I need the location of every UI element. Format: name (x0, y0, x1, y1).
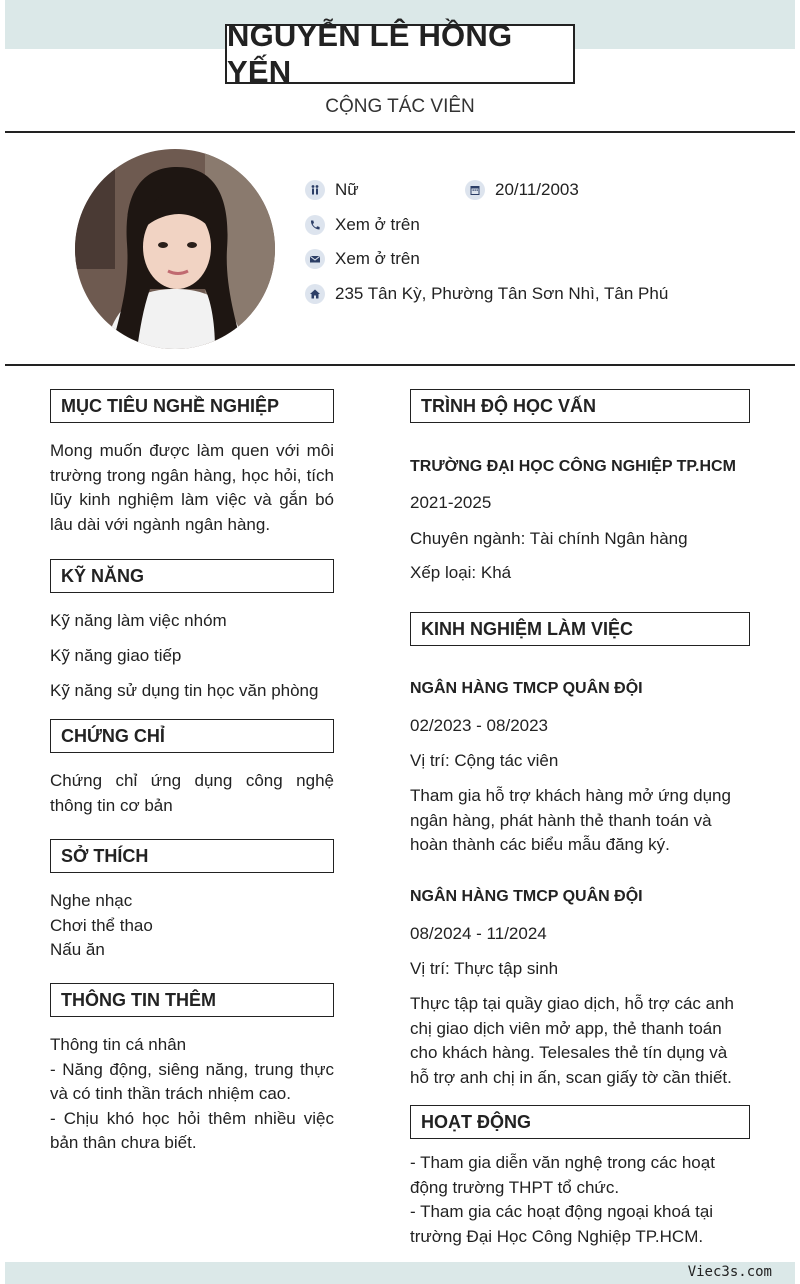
job-company: NGÂN HÀNG TMCP QUÂN ĐỘI (410, 888, 643, 905)
hobby-item: Nấu ăn (50, 940, 105, 959)
email-value: Xem ở trên (335, 249, 420, 268)
activity-line: động trường THPT tổ chức. (410, 1177, 620, 1197)
school-name: TRƯỜNG ĐẠI HỌC CÔNG NGHIỆP TP.HCM (410, 458, 736, 475)
activities-heading: HOẠT ĐỘNG (410, 1105, 750, 1139)
activity-line: - Tham gia các hoạt động ngoại khoá tại (410, 1202, 714, 1221)
objective-line: Mong muốn được làm quen với môi (50, 441, 334, 460)
job-description-line: cho khách hàng. Telesales thẻ tín dụng và (410, 1043, 728, 1062)
job-period: 08/2024 - 11/2024 (410, 924, 547, 943)
activities-text (410, 1151, 780, 1249)
job-description-line: hoàn thành các biểu mẫu đăng ký. (410, 835, 670, 854)
activity-line: trường Đại Học Công Nghiệp TP.HCM. (410, 1226, 704, 1246)
additional-heading: THÔNG TIN THÊM (50, 983, 334, 1017)
birthday-value: 20/11/2003 (495, 180, 579, 199)
skill-item: Kỹ năng làm việc nhóm (50, 611, 227, 630)
job-period: 02/2023 - 08/2023 (410, 716, 549, 735)
job-description (410, 784, 780, 858)
objective-line: lâu dài với ngành ngân hàng. (50, 514, 271, 534)
certificates-heading: CHỨNG CHỈ (50, 719, 334, 753)
experience-heading: KINH NGHIỆM LÀM VIỆC (410, 612, 750, 646)
job-description-line: hỗ trợ anh chị in ấn, scan giấy tờ cần thiết. (410, 1067, 732, 1087)
skills-heading: KỸ NĂNG (50, 559, 334, 593)
certificate-line: thông tin cơ bản (50, 795, 173, 815)
info-divider (5, 364, 795, 366)
hobby-item: Chơi thể thao (50, 915, 153, 935)
education-major: Chuyên ngành: Tài chính Ngân hàng (410, 529, 688, 548)
birthday-row (465, 180, 579, 200)
gender-row (305, 180, 359, 200)
additional-line: - Năng động, siêng năng, trung thực (50, 1059, 334, 1079)
job-description-line: chị giao dịch viên mở app, thẻ thanh toán (410, 1018, 722, 1038)
candidate-name: NGUYỄN LÊ HỒNG YẾN (225, 24, 575, 84)
job-position: CỘNG TÁC VIÊN (325, 96, 475, 117)
footer-band (5, 1262, 795, 1284)
education-heading: TRÌNH ĐỘ HỌC VẤN (410, 389, 750, 423)
objective-heading: MỤC TIÊU NGHỀ NGHIỆP (50, 389, 334, 423)
additional-line: và có tinh thần trách nhiệm cao. (50, 1084, 291, 1103)
header-divider (5, 131, 795, 133)
job-description-line: Tham gia hỗ trợ khách hàng mở ứng dụng (410, 786, 731, 805)
gender-icon (305, 180, 325, 200)
hobbies-heading: SỞ THÍCH (50, 839, 334, 873)
activity-line: - Tham gia diễn văn nghệ trong các hoạt (410, 1153, 715, 1172)
phone-value: Xem ở trên (335, 215, 420, 234)
objective-text (50, 439, 334, 537)
hobby-item: Nghe nhạc (50, 891, 133, 910)
hobbies-list (50, 889, 334, 963)
profile-photo (75, 149, 275, 349)
calendar-icon (465, 180, 485, 200)
job-description (410, 992, 790, 1090)
phone-icon (305, 215, 325, 235)
skill-item: Kỹ năng sử dụng tin học văn phòng (50, 681, 319, 700)
address-value: 235 Tân Kỳ, Phường Tân Sơn Nhì, Tân Phú (335, 284, 669, 303)
education-period: 2021-2025 (410, 493, 492, 512)
home-icon (305, 284, 325, 304)
job-company: NGÂN HÀNG TMCP QUÂN ĐỘI (410, 680, 643, 697)
additional-line: - Chịu khó học hỏi thêm nhiều việc (50, 1108, 334, 1128)
address-row (305, 284, 668, 304)
objective-line: lũy kinh nghiệm làm việc và gắn bó (50, 490, 334, 509)
additional-text (50, 1033, 334, 1156)
objective-line: trường trong ngân hàng, học hỏi, tích (50, 465, 334, 485)
watermark: Viec3s.com (687, 1264, 772, 1280)
certificates-text (50, 769, 334, 818)
job-description-line: Thực tập tại quầy giao dịch, hỗ trợ các anh (410, 994, 734, 1013)
job-description-line: ngân hàng, phát hành thẻ thanh toán và (410, 810, 712, 830)
certificate-line: Chứng chỉ ứng dụng công nghệ (50, 771, 334, 790)
job-role: Vị trí: Cộng tác viên (410, 751, 559, 770)
gender-value: Nữ (335, 180, 359, 199)
skill-item: Kỹ năng giao tiếp (50, 646, 182, 665)
email-row (305, 249, 420, 269)
job-role: Vị trí: Thực tập sinh (410, 959, 559, 978)
phone-row (305, 215, 420, 235)
additional-line: Thông tin cá nhân (50, 1035, 187, 1054)
additional-line: bản thân chưa biết. (50, 1133, 197, 1152)
education-grade: Xếp loại: Khá (410, 563, 512, 582)
mail-icon (305, 249, 325, 269)
